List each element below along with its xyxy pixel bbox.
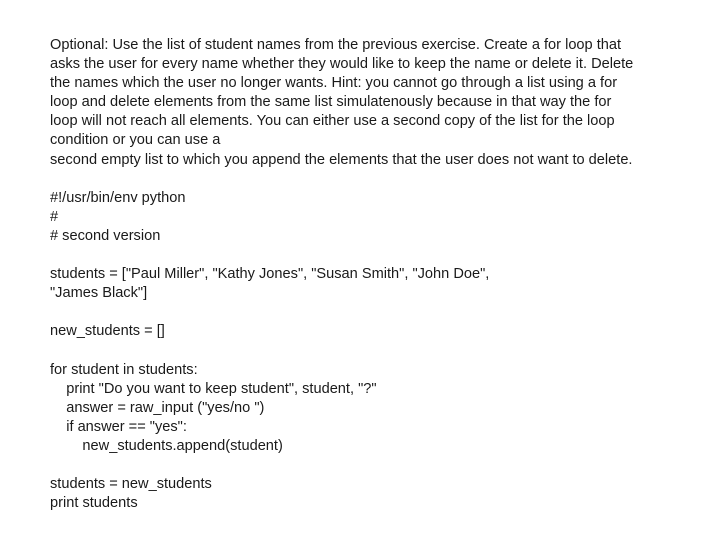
code-line: answer = raw_input ("yes/no ") [50,399,265,416]
code-header [50,189,710,246]
instruction-line: the names which the user no longer wants. Hint: you cannot go through a list using a for [50,75,618,92]
code-line: print students [50,495,138,512]
instruction-line: loop and delete elements from the same list simulatenously because in that way the for [50,94,612,111]
exercise-instructions [50,36,710,170]
instruction-line: asks the user for every name whether they would like to keep the name or delete it. Delete [50,56,634,73]
slide-content [50,36,710,513]
comment-line: # second version [50,227,161,244]
spacer [50,303,710,322]
code-line: students = new_students [50,476,212,493]
instruction-line: condition or you can use a [50,132,221,149]
instruction-line: second empty list to which you append the elements that the user does not want to delete. [50,151,633,168]
for-loop-block [50,361,710,456]
code-line: if answer == "yes": [50,418,187,435]
code-line: for student in students: [50,361,198,378]
code-tail [50,475,710,513]
code-line: print "Do you want to keep student", student, "?" [50,380,377,397]
spacer [50,170,710,189]
shebang-line: #!/usr/bin/env python [50,189,186,206]
spacer [50,456,710,475]
instruction-line: Optional: Use the list of student names from the previous exercise. Create a for loop that [50,37,622,53]
code-line: new_students.append(student) [50,437,283,454]
instruction-line: loop will not reach all elements. You can either use a second copy of the list for the loop [50,113,615,130]
code-line: students = ["Paul Miller", "Kathy Jones", "Susan Smith", "John Doe", [50,266,490,283]
new-students-definition: new_students = [] [50,323,165,340]
spacer [50,246,710,265]
code-line: "James Black"] [50,285,148,302]
comment-line: # [50,208,59,225]
students-definition [50,265,710,303]
spacer [50,342,710,361]
